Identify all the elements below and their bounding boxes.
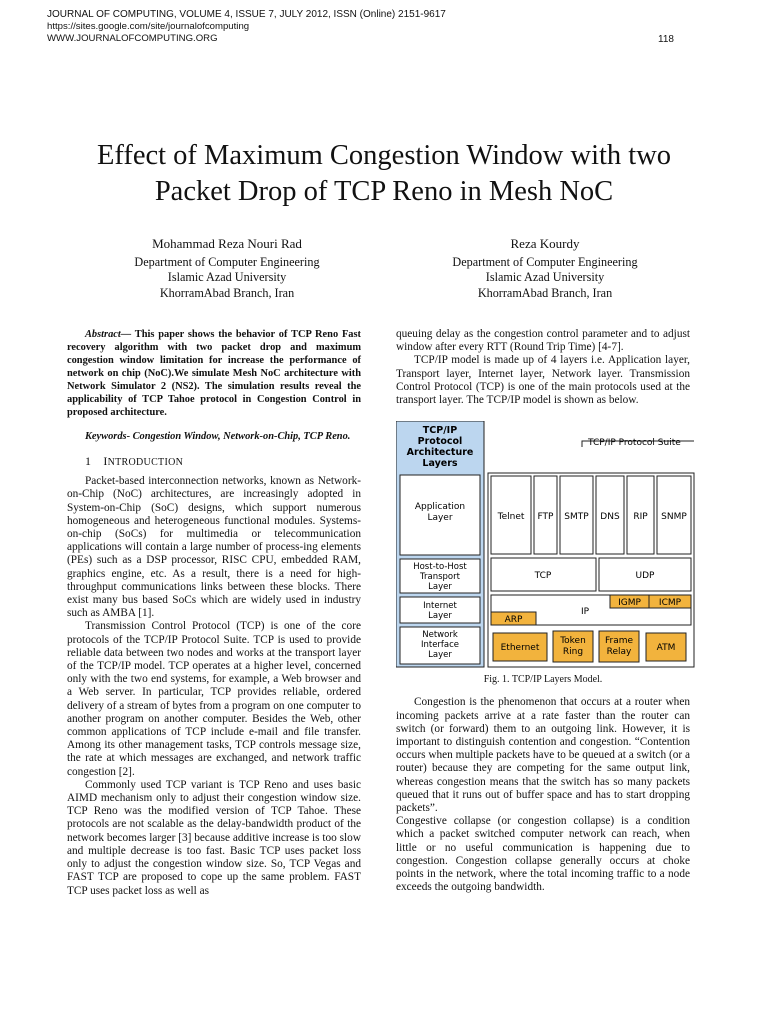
- app-label-dns: DNS: [600, 512, 620, 523]
- token-ring-label: Token: [560, 636, 586, 647]
- section-title-first: I: [103, 454, 108, 468]
- app-label-rip: RIP: [633, 512, 648, 523]
- author-block-2: [420, 236, 670, 301]
- paragraph: Congestion is the phenomenon that occurs at a router when incoming packets arrive at a rate faster than the router can switch (or forward) them to an outgoing link. However, it is important to distinguish contention and congestion. “Contention occurs when multiple packets have to be queued at a switch (or a router) because they are competing for the same output link, whereas congestion means that the switch has so many packets queued that it runs out of buffer space and has to start dropping packets”.: [396, 696, 690, 815]
- igmp-label: IGMP: [618, 598, 641, 609]
- left-column: [67, 328, 361, 898]
- layer-label: Transport: [420, 572, 460, 583]
- layer-label: Network: [422, 630, 458, 641]
- app-label-smtp: SMTP: [564, 512, 589, 523]
- section-title-rest: NTRODUCTION: [107, 457, 184, 468]
- author-univ: Islamic Azad University: [485, 270, 605, 284]
- token-ring-label: Ring: [562, 647, 584, 658]
- tcpip-figure: [396, 421, 696, 671]
- figure-caption: Fig. 1. TCP/IP Layers Model.: [483, 674, 603, 686]
- page-number: 118: [658, 34, 674, 45]
- layer-label: Internet: [423, 601, 457, 612]
- icmp-label: ICMP: [658, 598, 682, 609]
- journal-line: JOURNAL OF COMPUTING, VOLUME 4, ISSUE 7, JULY 2012, ISSN (Online) 2151-9617: [47, 9, 446, 20]
- abstract-lead: Abstract—: [85, 329, 132, 340]
- app-label-snmp: SNMP: [661, 512, 687, 523]
- panel-header-line: Layers: [422, 458, 458, 470]
- keywords: Keywords- Congestion Window, Network-on-Chip, TCP Reno.: [85, 431, 351, 442]
- section-heading: [85, 455, 361, 469]
- layer-label: Layer: [427, 513, 453, 524]
- layer-label: Host-to-Host: [413, 562, 467, 573]
- paragraph: Transmission Control Protocol (TCP) is one of the core protocols of the TCP/IP Protocol Suite. TCP is used to provide reliable data between two nodes and works at the transport layer of the TCP/IP model. TCP operates at a higher level, concerned only with the two end systems, for example, a Web browser and a Web server. In particular, TCP provides reliable, ordered delivery of a stream of bytes from a program on one computer to another program on another computer. Besides the Web, other common applications of TCP include e-mail and file transfer. Among its other management tasks, TCP controls message size, the rate at which messages are exchanged, and network traffic congestion [2].: [67, 620, 361, 778]
- paragraph: TCP/IP model is made up of 4 layers i.e. Application layer, Transport layer, Internet layer, Network layer. Transmission Control Protocol (TCP) is one of the main protocols used at the transport layer. The TCP/IP model is shown as below.: [396, 354, 690, 407]
- udp-label: UDP: [635, 571, 655, 582]
- ip-label: IP: [580, 607, 590, 618]
- layer-label: Interface: [420, 640, 460, 651]
- app-label-telnet: Telnet: [497, 512, 525, 523]
- author-block-1: [102, 236, 352, 301]
- panel-header-line: Architecture: [406, 447, 474, 459]
- tcp-label: TCP: [534, 571, 552, 582]
- author-univ: Islamic Azad University: [167, 270, 287, 284]
- layer-label: Layer: [428, 650, 452, 661]
- frame-relay-label: Frame: [604, 636, 634, 647]
- paragraph: Commonly used TCP variant is TCP Reno and uses basic AIMD mechanism only to adjust their congestion window size. TCP Reno was the modified version of TCP Tahoe. These protocols are not scalable as the delay-bandwidth product of the network becomes larger [3] because additive increase is too slow and multiple decrease is too fast. Basic TCP uses packet loss only to adjust the congestion window size. So, TCP Vegas and FAST TCP are proposed to cope up the same problem. FAST TCP uses packet loss as well as: [67, 778, 361, 897]
- author-branch: KhorramAbad Branch, Iran: [159, 285, 295, 300]
- app-label-ftp: FTP: [537, 512, 554, 523]
- paragraph: Congestive collapse (or congestion collapse) is a condition which a packet switched computer network can reach, when little or no useful communication is happening due to congestion. Congestion collapse generally occurs at choke points in the network, where the total incoming traffic to a node exceeds the outgoing bandwidth.: [396, 815, 690, 894]
- section-number: 1: [85, 454, 92, 468]
- frame-relay-label: Relay: [606, 647, 632, 658]
- author-branch: KhorramAbad Branch, Iran: [477, 285, 613, 300]
- ethernet-label: Ethernet: [500, 643, 540, 654]
- url-line: https://sites.google.com/site/journalofcomputing: [47, 21, 250, 32]
- layer-label: Layer: [428, 611, 452, 622]
- abstract-text: This paper shows the behavior of TCP Reno Fast recovery algorithm with two packet drop and maximum congestion window limitation for increase the performance of network on chip (NoC).We simulate Mesh NoC architecture with Network Simulator 2 (NS2). The simulation results reveal the applicability of TCP Tahoe protocol in Congestion Control in proposed architecture.: [67, 329, 361, 418]
- suite-label: TCP/IP Protocol Suite: [588, 438, 681, 449]
- author-dept: Department of Computer Engineering: [452, 254, 638, 269]
- panel-header-line: Protocol: [417, 436, 463, 448]
- panel-header-line: TCP/IP: [422, 425, 458, 437]
- site-line: WWW.JOURNALOFCOMPUTING.ORG: [47, 33, 218, 44]
- title-line-1: Effect of Maximum Congestion Window with two: [96, 140, 672, 171]
- author-name: Reza Kourdy: [510, 236, 580, 251]
- title-line-2: Packet Drop of TCP Reno in Mesh NoC: [154, 176, 614, 207]
- abstract: [67, 328, 361, 419]
- author-dept: Department of Computer Engineering: [134, 254, 320, 269]
- paragraph: Packet-based interconnection networks, known as Network-on-Chip (NoC) architectures, are increasingly adopted in System-on-Chip (SoC) designs, which support numerous homogeneous and heterogeneous functional modules. Systems-on-chip (SoCs) for multimedia or telecommunication applications will contain a large number of process-ing elements (PEs) such as a DSP processor, RISC CPU, embedded RAM, graphics engine, etc. As a result, there is a need for high-throughput communications links between these blocks. There exist many bus based SoCs which are widely used in industry such as AMBA [1].: [67, 475, 361, 620]
- running-header: [47, 9, 446, 45]
- atm-label: ATM: [656, 643, 676, 654]
- paper-title: [40, 138, 728, 210]
- arp-label: ARP: [504, 615, 523, 626]
- paragraph: queuing delay as the congestion control parameter and to adjust window after every RTT (Round Trip Time) [4-7].: [396, 328, 690, 354]
- layer-label: Layer: [428, 582, 452, 593]
- tcpip-diagram: [396, 421, 696, 671]
- right-column: [396, 328, 690, 894]
- author-name: Mohammad Reza Nouri Rad: [152, 236, 302, 251]
- layer-label: Application: [414, 502, 466, 513]
